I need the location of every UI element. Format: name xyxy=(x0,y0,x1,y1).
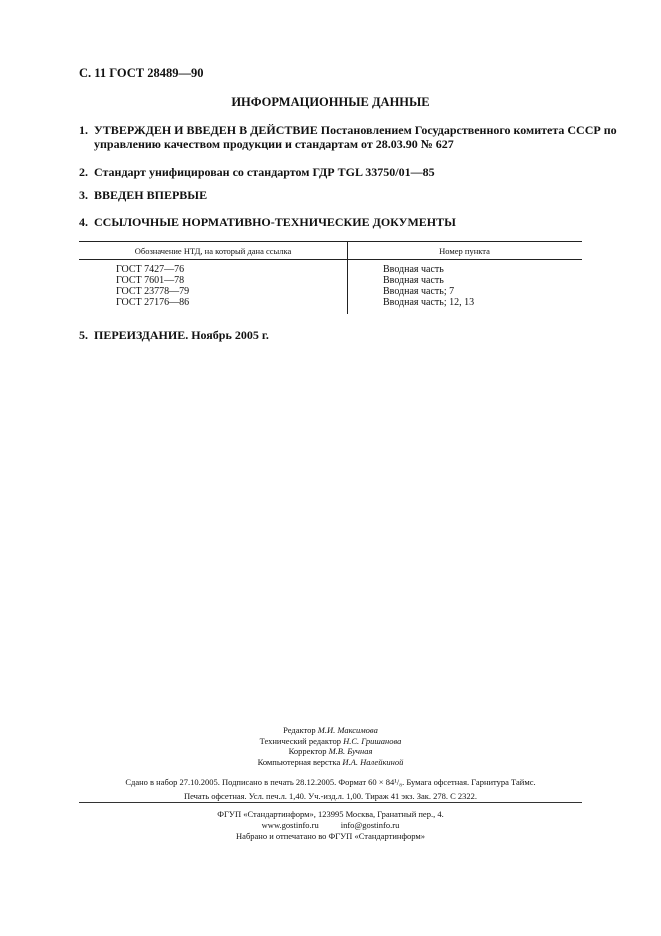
item-number: 3. xyxy=(79,188,88,202)
table-cell-clause: Вводная часть; 12, 13 xyxy=(383,297,475,308)
footer-divider xyxy=(79,802,582,803)
publisher-contacts xyxy=(0,820,661,831)
staff-name: М.В. Бучная xyxy=(328,746,373,756)
item-text: Стандарт унифицирован со стандартом ГДР TGL 33750/01—85 xyxy=(94,165,435,179)
print-info xyxy=(0,775,661,803)
info-item-1 xyxy=(79,123,619,151)
table-cell-clause: Вводная часть xyxy=(383,275,444,286)
staff-corrector xyxy=(0,746,661,757)
item-text: ВВЕДЕН ВПЕРВЫЕ xyxy=(94,188,208,202)
table-cell-doc: ГОСТ 27176—86 xyxy=(116,297,190,308)
print-info-line1: Сдано в набор 27.10.2005. Подписано в печать 28.12.2005. Формат 60 × 84¹/₈. Бумага офсетная. Гарнитура Таймс. xyxy=(125,777,536,787)
info-item-2 xyxy=(79,165,619,179)
table-header-document: Обозначение НТД, на который дана ссылка xyxy=(134,246,292,256)
table-cell-doc: ГОСТ 23778—79 xyxy=(116,286,190,297)
publisher-email: info@gostinfo.ru xyxy=(340,820,400,830)
table-header-clause: Номер пункта xyxy=(439,246,490,256)
staff-name: Н.С. Гришанова xyxy=(343,735,402,746)
publisher-printed-note: Набрано и отпечатано во ФГУП «Стандартинформ» xyxy=(236,831,425,841)
staff-role: Компьютерная верстка xyxy=(257,756,341,767)
table-cell-clause: Вводная часть xyxy=(383,264,444,275)
staff-name: М.И. Максимова xyxy=(317,725,378,735)
print-info-line2: Печать офсетная. Усл. печ.л. 1,40. Уч.-изд.л. 1,00. Тираж 41 экз. Зак. 278. С 2322. xyxy=(183,791,478,801)
info-item-3 xyxy=(79,188,619,202)
table-column-clauses xyxy=(383,264,474,308)
table-top-border xyxy=(79,241,582,242)
item-text: ССЫЛОЧНЫЕ НОРМАТИВНО-ТЕХНИЧЕСКИЕ ДОКУМЕНТЫ xyxy=(94,215,456,229)
reference-table xyxy=(79,241,582,314)
item-number: 5. xyxy=(79,328,88,342)
item-number: 4. xyxy=(79,215,88,229)
page-header: С. 11 ГОСТ 28489—90 xyxy=(79,66,204,80)
staff-role: Корректор xyxy=(288,746,327,756)
staff-role: Технический редактор xyxy=(259,735,341,746)
item-text-line2: управлению качеством продукции и стандартам от 28.03.90 № 627 xyxy=(94,137,454,151)
item-text: ПЕРЕИЗДАНИЕ. Ноябрь 2005 г. xyxy=(94,328,269,342)
item-number: 1. xyxy=(79,123,88,137)
publisher-website: www.gostinfo.ru xyxy=(261,820,319,830)
staff-tech-editor xyxy=(0,736,661,747)
staff-editor xyxy=(0,725,661,736)
staff-role: Редактор xyxy=(283,725,316,735)
table-column-documents xyxy=(116,264,189,308)
staff-layout xyxy=(0,757,661,768)
table-header-divider xyxy=(79,259,582,260)
staff-name: И.А. Налейкиной xyxy=(342,756,404,767)
publisher-address: ФГУП «Стандартинформ», 123995 Москва, Гранатный пер., 4. xyxy=(217,809,444,819)
staff-credits xyxy=(0,725,661,767)
publisher-footer xyxy=(0,809,661,842)
info-item-4 xyxy=(79,215,619,229)
item-number: 2. xyxy=(79,165,88,179)
page-title: ИНФОРМАЦИОННЫЕ ДАННЫЕ xyxy=(231,95,430,109)
info-item-5 xyxy=(79,328,619,342)
item-text-line1: УТВЕРЖДЕН И ВВЕДЕН В ДЕЙСТВИЕ Постановлением Государственного комитета СССР по xyxy=(94,123,617,137)
table-cell-clause: Вводная часть; 7 xyxy=(383,286,455,297)
table-cell-doc: ГОСТ 7427—76 xyxy=(116,264,185,275)
table-cell-doc: ГОСТ 7601—78 xyxy=(116,275,185,286)
